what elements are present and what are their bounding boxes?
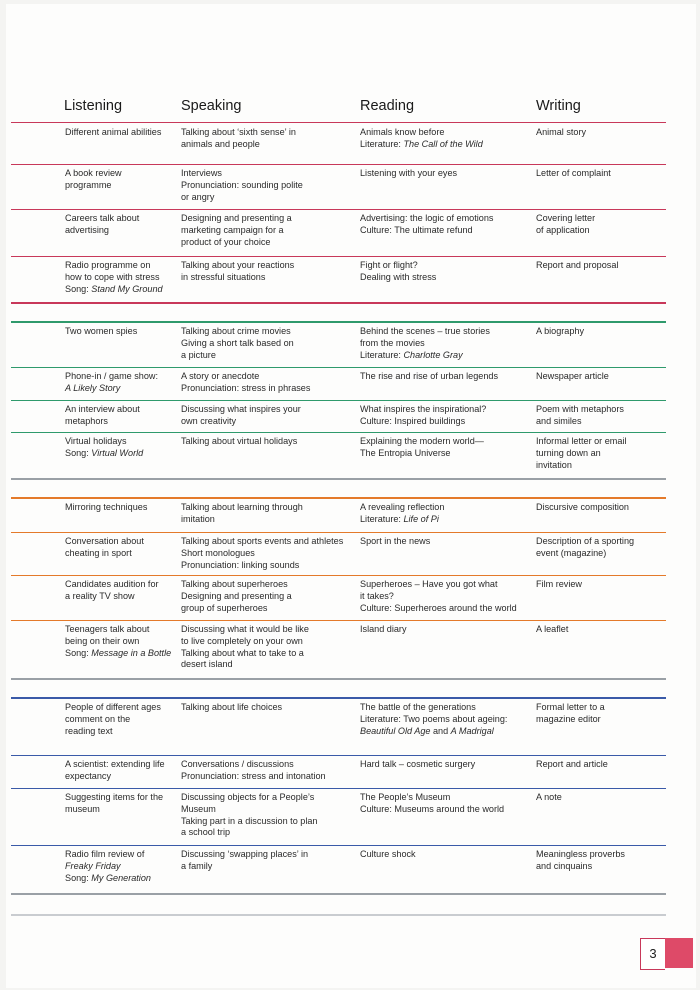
table-row (11, 322, 666, 368)
listening-line: A Likely Story (65, 382, 121, 393)
page-tab-accent (665, 938, 693, 968)
speaking-line: A story or anecdote (181, 371, 260, 381)
writing-line: Meaningless proverbs (536, 849, 625, 859)
listening-line: Teenagers talk about (65, 624, 150, 634)
listening-line: A scientist: extending life (65, 759, 165, 769)
speaking-line: or angry (181, 191, 215, 202)
writing-cell (536, 849, 664, 873)
speaking-line: Talking about superheroes (181, 579, 288, 589)
listening-cell (65, 624, 177, 659)
speaking-line: Giving a short talk based on (181, 337, 294, 348)
reading-line: What inspires the inspirational? (360, 404, 487, 414)
reading-cell (360, 849, 532, 861)
listening-cell (65, 579, 177, 603)
unit-separator (11, 497, 666, 499)
speaking-line: Talking about what to take to a (181, 647, 304, 658)
reading-line: Culture: The ultimate refund (360, 224, 473, 235)
reading-line: Culture shock (360, 849, 416, 859)
reading-line: The Entropia Universe (360, 447, 451, 458)
reading-cell (360, 792, 532, 816)
writing-cell (536, 404, 664, 428)
listening-line: programme (65, 179, 112, 190)
reading-cell (360, 260, 532, 284)
writing-cell (536, 260, 664, 272)
reading-line: Hard talk – cosmetic surgery (360, 759, 476, 769)
listening-cell (65, 436, 177, 460)
speaking-line: desert island (181, 659, 233, 670)
reading-line: Listening with your eyes (360, 168, 458, 178)
writing-cell (536, 326, 664, 338)
listening-line: Candidates audition for (65, 579, 159, 589)
writing-line: turning down an (536, 447, 601, 458)
page-number-tab (640, 938, 692, 968)
reading-line: Beautiful Old Age and A Madrigal (360, 725, 494, 736)
listening-line: Song: Virtual World (65, 447, 144, 458)
reading-line: Advertising: the logic of emotions (360, 213, 494, 223)
reading-cell (360, 702, 532, 737)
writing-line: A biography (536, 326, 585, 336)
writing-line: Informal letter or email (536, 436, 627, 446)
writing-line: magazine editor (536, 713, 601, 724)
speaking-cell (181, 792, 356, 839)
speaking-cell (181, 759, 356, 783)
writing-cell (536, 502, 664, 514)
speaking-line: a family (181, 860, 213, 871)
reading-cell (360, 371, 532, 383)
writing-line: Poem with metaphors (536, 404, 624, 414)
listening-cell (65, 502, 177, 514)
unit-separator (11, 321, 666, 323)
header-writing: Writing (536, 98, 581, 114)
speaking-line: Short monologues (181, 547, 255, 558)
reading-line: The rise and rise of urban legends (360, 371, 499, 381)
table-row (11, 432, 666, 478)
table-row (11, 400, 666, 433)
reading-cell (360, 579, 532, 614)
listening-line: A book review (65, 168, 122, 178)
reading-line: A revealing reflection (360, 502, 445, 512)
speaking-line: Pronunciation: linking sounds (181, 559, 300, 570)
speaking-line: product of your choice (181, 236, 271, 247)
writing-line: and similes (536, 415, 582, 426)
table-row (11, 698, 666, 756)
reading-line: The battle of the generations (360, 702, 476, 712)
table-row (11, 209, 666, 257)
listening-cell (65, 404, 177, 428)
reading-line: Culture: Inspired buildings (360, 415, 466, 426)
header-speaking: Speaking (181, 98, 242, 114)
writing-cell (536, 536, 664, 560)
speaking-line: Discussing what it would be like (181, 624, 309, 634)
speaking-cell (181, 536, 356, 571)
listening-line: Song: My Generation (65, 872, 151, 883)
writing-cell (536, 624, 664, 636)
reading-cell (360, 326, 532, 361)
writing-line: and cinquains (536, 860, 593, 871)
listening-line: metaphors (65, 415, 108, 426)
writing-line: Newspaper article (536, 371, 609, 381)
speaking-cell (181, 260, 356, 284)
unit-separator (11, 302, 666, 304)
listening-line: Virtual holidays (65, 436, 127, 446)
listening-cell (65, 326, 177, 338)
reading-cell (360, 404, 532, 428)
writing-line: Animal story (536, 127, 587, 137)
listening-line: People of different ages (65, 702, 161, 712)
listening-line: Careers talk about (65, 213, 140, 223)
writing-cell (536, 792, 664, 804)
table-row (11, 575, 666, 621)
speaking-cell (181, 326, 356, 361)
table-row (11, 123, 666, 165)
reading-cell (360, 759, 532, 771)
reading-line: Sport in the news (360, 536, 431, 546)
listening-line: Conversation about (65, 536, 144, 546)
speaking-line: Talking about life choices (181, 702, 283, 712)
reading-cell (360, 168, 532, 180)
writing-cell (536, 702, 664, 726)
listening-line: Song: Message in a Bottle (65, 647, 172, 658)
speaking-cell (181, 127, 356, 151)
listening-line: Two women spies (65, 326, 138, 336)
speaking-line: Talking about sports events and athletes (181, 536, 344, 546)
speaking-line: Designing and presenting a (181, 590, 292, 601)
listening-line: Different animal abilities (65, 127, 162, 137)
listening-line: Song: Stand My Ground (65, 283, 163, 294)
writing-line: Discursive composition (536, 502, 629, 512)
listening-cell (65, 168, 177, 192)
listening-cell (65, 260, 177, 295)
speaking-cell (181, 579, 356, 614)
reading-line: The People’s Museum (360, 792, 451, 802)
speaking-line: in stressful situations (181, 271, 266, 282)
speaking-line: Talking about learning through (181, 502, 303, 512)
unit-separator (11, 678, 666, 680)
writing-line: A leaflet (536, 624, 569, 634)
listening-line: Radio programme on (65, 260, 151, 270)
reading-line: Culture: Superheroes around the world (360, 602, 517, 613)
listening-line: Freaky Friday (65, 860, 121, 871)
reading-line: it takes? (360, 590, 394, 601)
speaking-line: a picture (181, 349, 216, 360)
reading-line: from the movies (360, 337, 425, 348)
speaking-cell (181, 404, 356, 428)
speaking-cell (181, 168, 356, 203)
table-row (11, 755, 666, 789)
writing-line: Report and proposal (536, 260, 619, 270)
listening-cell (65, 759, 177, 783)
unit-separator (11, 914, 666, 916)
table-row (11, 498, 666, 533)
table-row (11, 620, 666, 678)
table-row (11, 256, 666, 302)
writing-line: Report and article (536, 759, 608, 769)
reading-cell (360, 213, 532, 237)
reading-cell (360, 502, 532, 526)
listening-line: An interview about (65, 404, 140, 414)
listening-cell (65, 127, 177, 139)
speaking-cell (181, 436, 356, 448)
listening-line: museum (65, 803, 100, 814)
speaking-line: Pronunciation: stress in phrases (181, 382, 311, 393)
speaking-line: own creativity (181, 415, 237, 426)
writing-line: Description of a sporting (536, 536, 635, 546)
reading-cell (360, 624, 532, 636)
listening-line: comment on the (65, 713, 131, 724)
writing-cell (536, 168, 664, 180)
reading-cell (360, 127, 532, 151)
speaking-cell (181, 371, 356, 395)
reading-line: Dealing with stress (360, 271, 437, 282)
table-row (11, 788, 666, 846)
speaking-line: Museum (181, 803, 216, 814)
reading-line: Literature: Life of Pi (360, 513, 439, 524)
speaking-cell (181, 213, 356, 248)
writing-cell (536, 759, 664, 771)
reading-line: Culture: Museums around the world (360, 803, 505, 814)
writing-line: Letter of complaint (536, 168, 611, 178)
unit-separator (11, 478, 666, 480)
listening-line: Phone-in / game show: (65, 371, 159, 381)
writing-cell (536, 436, 664, 471)
header-listening: Listening (64, 98, 123, 114)
writing-line: invitation (536, 459, 572, 470)
speaking-line: a school trip (181, 827, 231, 838)
table-row (11, 532, 666, 576)
reading-line: Literature: The Call of the Wild (360, 138, 483, 149)
speaking-cell (181, 502, 356, 526)
listening-line: Mirroring techniques (65, 502, 148, 512)
header-reading: Reading (360, 98, 415, 114)
writing-cell (536, 579, 664, 591)
writing-cell (536, 371, 664, 383)
listening-line: reading text (65, 725, 113, 736)
reading-line: Superheroes – Have you got what (360, 579, 498, 589)
writing-line: Formal letter to a (536, 702, 605, 712)
listening-line: advertising (65, 224, 109, 235)
reading-line: Behind the scenes – true stories (360, 326, 490, 336)
reading-line: Animals know before (360, 127, 445, 137)
speaking-cell (181, 624, 356, 671)
table-row (11, 367, 666, 401)
speaking-cell (181, 702, 356, 714)
listening-line: cheating in sport (65, 547, 132, 558)
table-row (11, 164, 666, 210)
speaking-line: group of superheroes (181, 602, 268, 613)
speaking-line: Discussing what inspires your (181, 404, 301, 414)
writing-line: A note (536, 792, 562, 802)
speaking-line: Talking about virtual holidays (181, 436, 298, 446)
reading-line: Island diary (360, 624, 407, 634)
speaking-line: Talking about ‘sixth sense’ in (181, 127, 296, 137)
listening-line: expectancy (65, 770, 112, 781)
reading-line: Literature: Two poems about ageing: (360, 713, 508, 724)
writing-line: Covering letter (536, 213, 596, 223)
listening-cell (65, 536, 177, 560)
writing-line: of application (536, 224, 590, 235)
speaking-line: Talking about crime movies (181, 326, 291, 336)
speaking-line: to live completely on your own (181, 635, 303, 646)
speaking-cell (181, 849, 356, 873)
speaking-line: Talking about your reactions (181, 260, 295, 270)
table-header (11, 96, 666, 123)
listening-cell (65, 849, 177, 884)
page-number: 3 (640, 938, 665, 970)
writing-cell (536, 213, 664, 237)
speaking-line: Pronunciation: stress and intonation (181, 770, 326, 781)
reading-line: Literature: Charlotte Gray (360, 349, 463, 360)
speaking-line: Taking part in a discussion to plan (181, 815, 318, 826)
reading-cell (360, 436, 532, 460)
speaking-line: Conversations / discussions (181, 759, 294, 769)
reading-line: Fight or flight? (360, 260, 418, 270)
speaking-line: Pronunciation: sounding polite (181, 179, 303, 190)
listening-line: Suggesting items for the (65, 792, 164, 802)
listening-line: how to cope with stress (65, 271, 160, 282)
speaking-line: imitation (181, 513, 215, 524)
listening-cell (65, 371, 177, 395)
listening-line: a reality TV show (65, 590, 135, 601)
speaking-line: Discussing objects for a People’s (181, 792, 315, 802)
writing-line: event (magazine) (536, 547, 607, 558)
listening-cell (65, 213, 177, 237)
listening-line: being on their own (65, 635, 140, 646)
speaking-line: Discussing ‘swapping places’ in (181, 849, 309, 859)
unit-separator (11, 697, 666, 699)
writing-line: Film review (536, 579, 582, 589)
listening-line: Radio film review of (65, 849, 145, 859)
writing-cell (536, 127, 664, 139)
unit-separator (11, 893, 666, 895)
reading-cell (360, 536, 532, 548)
table-row (11, 845, 666, 893)
reading-line: Explaining the modern world— (360, 436, 484, 446)
speaking-line: Interviews (181, 168, 222, 178)
speaking-line: animals and people (181, 138, 260, 149)
speaking-line: Designing and presenting a (181, 213, 292, 223)
listening-cell (65, 792, 177, 816)
speaking-line: marketing campaign for a (181, 224, 284, 235)
listening-cell (65, 702, 177, 737)
